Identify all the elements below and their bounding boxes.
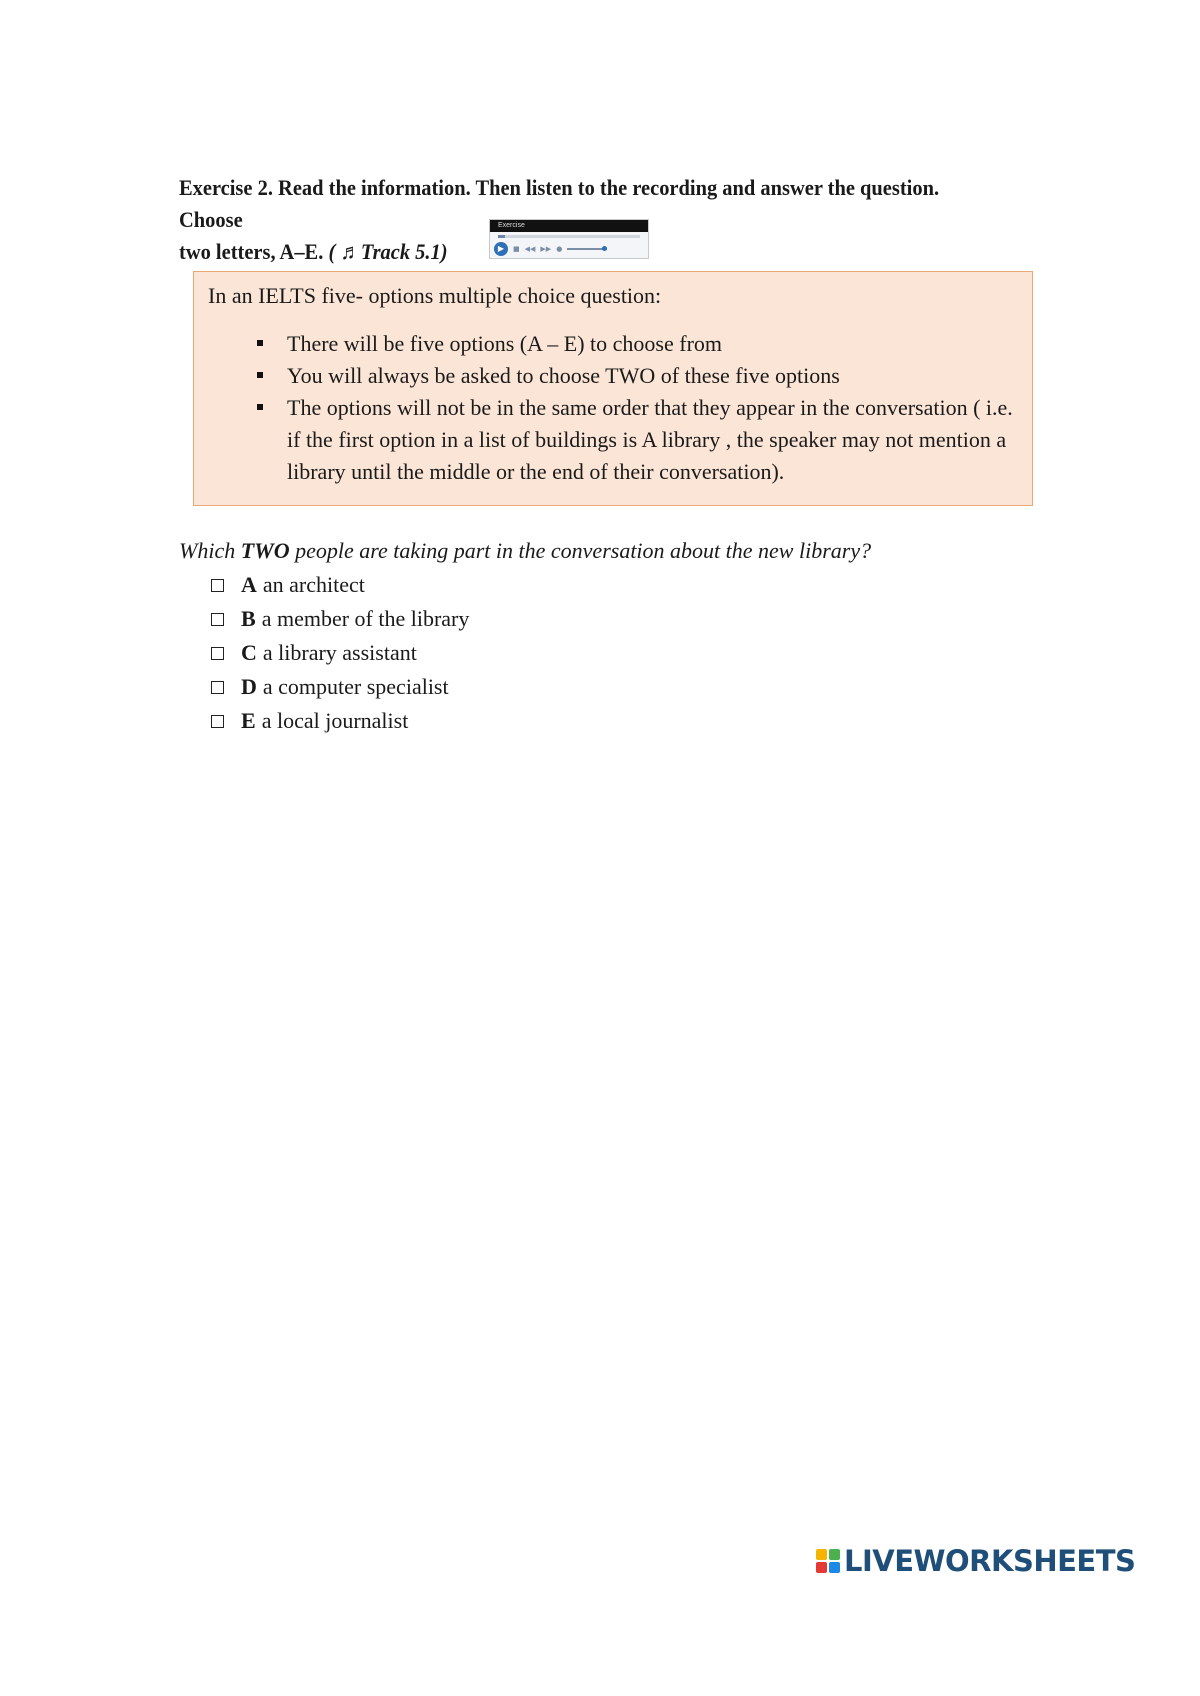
volume-slider[interactable] (567, 248, 607, 250)
option-text: a computer specialist (262, 674, 449, 699)
info-intro: In an IELTS five- options multiple choice question: (208, 283, 662, 308)
player-controls (494, 241, 607, 257)
instructions-line-2 (179, 236, 448, 268)
option-d[interactable] (211, 670, 811, 704)
previous-icon[interactable]: ◀◀ (524, 245, 536, 253)
checkbox-icon[interactable] (211, 579, 224, 592)
play-button[interactable]: ▶ (494, 242, 508, 256)
square-bullet-icon (257, 340, 263, 346)
option-letter: D (241, 674, 257, 699)
brand-name: LIVEWORKSHEETS (844, 1544, 1136, 1578)
answer-options (211, 568, 811, 738)
info-bullet-item (257, 360, 1018, 392)
checkbox-icon[interactable] (211, 681, 224, 694)
track-reference (328, 239, 447, 264)
checkbox-icon[interactable] (211, 715, 224, 728)
volume-knob[interactable] (602, 246, 607, 251)
info-bullet-text: There will be five options (A – E) to choose from (287, 331, 723, 356)
info-bullet-list (208, 328, 1018, 488)
logo-tile (816, 1549, 827, 1560)
checkbox-icon[interactable] (211, 613, 224, 626)
info-bullet-item (257, 392, 1018, 488)
volume-icon[interactable]: ● (556, 245, 563, 253)
option-text: a local journalist (261, 708, 409, 733)
option-letter: E (241, 708, 256, 733)
option-e[interactable] (211, 704, 811, 738)
audio-player[interactable] (489, 219, 649, 259)
option-a[interactable] (211, 568, 811, 602)
option-text: a member of the library (261, 606, 470, 631)
next-icon[interactable]: ▶▶ (540, 245, 552, 253)
checkbox-icon[interactable] (211, 647, 224, 660)
track-label: Track 5.1) (360, 239, 448, 264)
option-c[interactable] (211, 636, 811, 670)
info-bullet-item (257, 328, 1018, 360)
option-letter: B (241, 606, 256, 631)
option-b[interactable] (211, 602, 811, 636)
player-progress-bar[interactable] (498, 235, 640, 238)
liveworksheets-brand (816, 1544, 1135, 1578)
instructions-line-1: Exercise 2. Read the information. Then listen to the recording and answer the question. Choose (179, 175, 940, 232)
stop-icon[interactable]: ■ (513, 245, 520, 253)
square-bullet-icon (257, 404, 263, 410)
player-progress-fill (498, 235, 505, 238)
option-letter: C (241, 640, 257, 665)
liveworksheets-logo-icon (816, 1549, 840, 1573)
info-box (193, 271, 1033, 506)
info-bullet-text: You will always be asked to choose TWO of these five options (287, 363, 840, 388)
option-text: a library assistant (262, 640, 417, 665)
logo-tile (829, 1562, 840, 1573)
option-text: an architect (262, 572, 365, 597)
question-prefix: Which (179, 538, 236, 563)
question-emphasis: TWO (240, 538, 290, 563)
question-prompt (179, 535, 1059, 567)
info-bullet-text: The options will not be in the same order that they appear in the conversation ( i.e. if the first option in a list of buildings is A library , the speaker may not mention a library until the middle or the end of their conversation). (287, 395, 1013, 484)
track-open-paren: ( (328, 239, 336, 264)
player-title: Exercise (490, 220, 648, 232)
square-bullet-icon (257, 372, 263, 378)
logo-tile (829, 1549, 840, 1560)
instructions-choose-letters: two letters, A–E. (179, 239, 324, 264)
audio-icon: ♬ (340, 239, 361, 264)
option-letter: A (241, 572, 257, 597)
question-suffix: people are taking part in the conversation about the new library? (295, 538, 872, 563)
logo-tile (816, 1562, 827, 1573)
